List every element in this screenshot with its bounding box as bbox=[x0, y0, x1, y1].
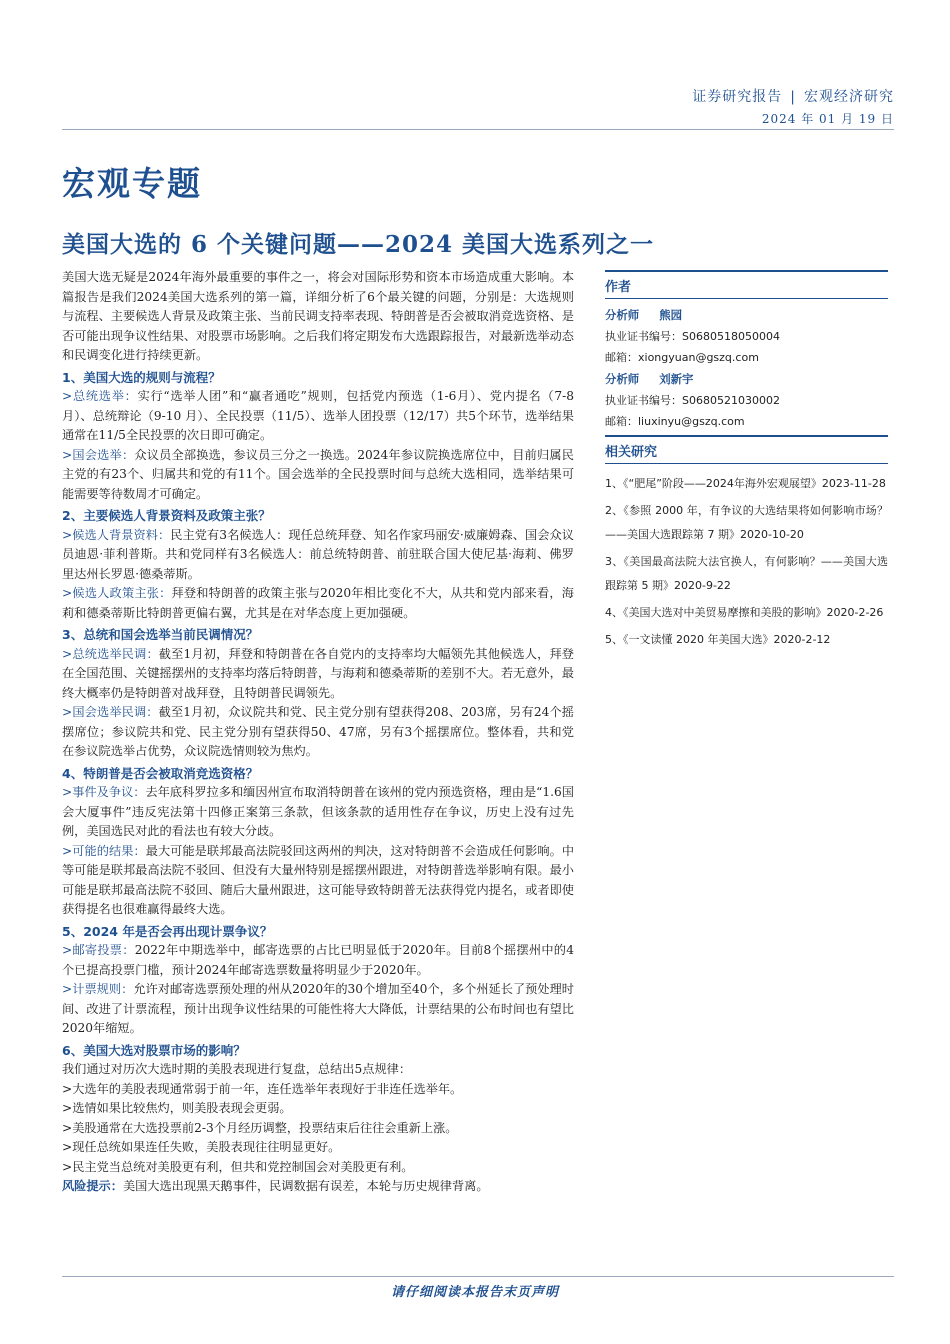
section-5-paragraph-2 bbox=[62, 980, 574, 1039]
email-label: 邮箱： bbox=[605, 351, 638, 364]
email-label: 邮箱： bbox=[605, 415, 638, 428]
list-item: >美股通常在大选投票前2-3个月经历调整，投票结束后往往会重新上涨。 bbox=[62, 1120, 458, 1135]
page-title: 美国大选的 6 个关键问题——2024 美国大选系列之一 bbox=[62, 231, 655, 258]
section-6-title: 6、美国大选对股票市场的影响？ bbox=[62, 1042, 246, 1058]
section-1-title: 1、美国大选的规则与流程？ bbox=[62, 369, 221, 385]
section-2-text-2: 拜登和特朗普的政策主张与2020年相比变化不大，从共和党内部来看，海莉和德桑蒂斯比特朗普更偏右翼，尤其是在对华态度上更加强硬。 bbox=[62, 586, 574, 620]
section-4-lead-1: >事件及争议： bbox=[62, 785, 146, 799]
analyst-email: liuxinyu@gszq.com bbox=[638, 415, 745, 428]
related-research-item: 2、《参照 2000 年，有争议的大选结果将如何影响市场？——美国大选跟踪第 7 期》2020-10-20 bbox=[605, 504, 888, 541]
header-separator: | bbox=[790, 89, 796, 105]
analyst-name: 熊园 bbox=[659, 308, 682, 322]
section-1-lead-2: >国会选举： bbox=[62, 447, 135, 462]
main-summary bbox=[62, 268, 574, 1197]
section-4-paragraph-1 bbox=[62, 783, 574, 842]
related-research-item: 1、《“肥尾”阶段——2024年海外宏观展望》2023-11-28 bbox=[605, 477, 886, 490]
analyst-name: 刘新宇 bbox=[659, 372, 694, 386]
report-category: 宏观经济研究 bbox=[804, 89, 894, 105]
section-1-text-1: 实行“选举人团”和“赢者通吃”规则，包括党内预选（1-6月）、党内提名（7-8 月）、总统辩论（9-10 月）、全民投票（11/5）、选举人团投票（12/17）共5个环节，选举结果通常在11/5全民投票的次日即可确定。 bbox=[62, 389, 575, 442]
section-4-paragraph-2 bbox=[62, 842, 574, 920]
section-5-title: 5、2024 年是否会再出现计票争议？ bbox=[62, 923, 273, 939]
section-5-paragraph-1 bbox=[62, 941, 574, 980]
section-3-lead-1: >总统选举民调： bbox=[62, 646, 159, 661]
section-5-text-1: 2022年中期选举中，邮寄选票的占比已明显低于2020年。目前8个摇摆州中的4个已提高投票门槛，预计2024年邮寄选票数量将明显少于2020年。 bbox=[62, 943, 574, 977]
section-4-text-2: 最大可能是联邦最高法院驳回这两州的判决，这对特朗普不会造成任何影响。中等可能是联邦最高法院不驳回、但没有大量州特别是摇摆州跟进，对特朗普选举影响有限。最小可能是联邦最高法院不驳回、随后大量州跟进，这可能导致特朗普无法获得党内提名，或者即使获得提名也很难赢得最终大选。 bbox=[62, 843, 575, 916]
report-date: 2024 年 01 月 19 日 bbox=[761, 112, 894, 126]
analyst-role: 分析师 bbox=[605, 372, 640, 386]
cert-number: S0680518050004 bbox=[682, 330, 780, 343]
section-6-intro: 我们通过对历次大选时期的美股表现进行复盘，总结出5点规律： bbox=[62, 1062, 412, 1076]
analyst-block bbox=[605, 307, 888, 365]
related-research-item: 5、《一文读懂 2020 年美国大选》2020-2-12 bbox=[605, 633, 831, 646]
risk-warning bbox=[62, 1177, 574, 1197]
cert-label: 执业证书编号： bbox=[605, 394, 682, 407]
section-2-text-1: 民主党有3名候选人：现任总统拜登、知名作家玛丽安·威廉姆森、国会众议员迪恩·菲利普斯。共和党同样有3名候选人：前总统特朗普、前驻联合国大使尼基·海莉、佛罗里达州长罗恩·德桑蒂斯。 bbox=[62, 527, 574, 581]
section-3-text-2: 截至1月初，众议院共和党、民主党分别有望获得208、203席，另有24个摇摆席位；参议院共和党、民主党分别有望获得50、47席，另有3个摇摆席位。整体看，共和党在参议院选举占优势，众议院选情则较为焦灼。 bbox=[62, 705, 574, 758]
section-4-title: 4、特朗普是否会被取消竞选资格？ bbox=[62, 765, 259, 781]
cert-label: 执业证书编号： bbox=[605, 330, 682, 343]
related-research-heading: 相关研究 bbox=[605, 435, 888, 464]
list-item: >现任总统如果连任失败，美股表现往往明显更好。 bbox=[62, 1140, 341, 1154]
footer-divider bbox=[62, 1276, 894, 1277]
risk-text: 美国大选出现黑天鹅事件，民调数据有误差，本轮与历史规律背离。 bbox=[122, 1179, 489, 1193]
section-1-paragraph-2 bbox=[62, 446, 574, 505]
risk-label: 风险提示： bbox=[62, 1179, 123, 1193]
footer-disclaimer: 请仔细阅读本报告末页声明 bbox=[390, 1285, 559, 1300]
section-3-paragraph-2 bbox=[62, 703, 574, 762]
section-2-lead-2: >候选人政策主张： bbox=[62, 586, 172, 600]
section-3-text-1: 截至1月初，拜登和特朗普在各自党内的支持率均大幅领先其他候选人，拜登在全国范围、关键摇摆州的支持率均落后特朗普，与海莉和德桑蒂斯的差别不大。若无意外，最终大概率仍是特朗普对战拜登，且特朗普民调领先。 bbox=[62, 646, 574, 700]
document-type: 宏观专题 bbox=[62, 164, 202, 203]
analyst-email: xiongyuan@gszq.com bbox=[638, 351, 759, 364]
list-item: >选情如果比较焦灼，则美股表现会更弱。 bbox=[62, 1101, 292, 1115]
section-5-lead-1: >邮寄投票： bbox=[62, 943, 135, 957]
section-4-text-1: 去年底科罗拉多和缅因州宣布取消特朗普在该州的党内预选资格，理由是“1.6国会大厦事件”违反宪法第十四修正案第三条款，但该条款的适用性存在争议，历史上没有过先例，美国选民对此的看法也有较大分歧。 bbox=[62, 785, 574, 838]
section-3-paragraph-1 bbox=[62, 645, 574, 704]
intro-paragraph: 美国大选无疑是2024年海外最重要的事件之一，将会对国际形势和资本市场造成重大影响。本篇报告是我们2024美国大选系列的第一篇，详细分析了6个最关键的问题，分别是：大选规则与流程、主要候选人背景及政策主张、当前民调支持率表现、特朗普是否会被取消竞选资格、是否可能出现争议性结果、对股票市场影响。之后我们将定期发布大选跟踪报告，对最新选举动态和民调变化进行持续更新。 bbox=[62, 270, 574, 362]
cert-number: S0680521030002 bbox=[682, 394, 780, 407]
section-5-text-2: 允许对邮寄选票预处理的州从2020年的30个增加至40个，多个州延长了预处理时间、改进了计票流程，预计出现争议性结果的可能性将大大降低，计票结果的公布时间也有望比2020年缩短。 bbox=[62, 982, 574, 1035]
section-4-lead-2: >可能的结果： bbox=[62, 843, 146, 858]
authors-heading: 作者 bbox=[605, 270, 888, 299]
header-top-line bbox=[692, 86, 894, 106]
section-1-lead-1: >总统选举： bbox=[62, 389, 138, 403]
section-2-lead-1: >候选人背景资料： bbox=[62, 527, 171, 542]
header-divider bbox=[62, 129, 894, 130]
related-research-item: 3、《美国最高法院大法官换人，有何影响？——美国大选跟踪第 5 期》2020-9-22 bbox=[605, 555, 888, 592]
analyst-block bbox=[605, 371, 888, 429]
sidebar bbox=[605, 270, 888, 655]
section-2-title: 2、主要候选人背景资料及政策主张？ bbox=[62, 508, 271, 523]
section-1-paragraph-1 bbox=[62, 387, 574, 446]
section-3-title: 3、总统和国会选举当前民调情况？ bbox=[62, 627, 259, 642]
report-type: 证券研究报告 bbox=[692, 89, 783, 105]
section-5-lead-2: >计票规则： bbox=[62, 982, 134, 996]
analyst-role: 分析师 bbox=[605, 308, 640, 322]
list-item: >民主党当总统对美股更有利，但共和党控制国会对美股更有利。 bbox=[62, 1159, 414, 1174]
section-2-paragraph-2 bbox=[62, 584, 574, 623]
section-3-lead-2: >国会选举民调： bbox=[62, 705, 159, 719]
related-research-item: 4、《美国大选对中美贸易摩擦和美股的影响》2020-2-26 bbox=[605, 606, 884, 619]
section-1-text-2: 众议员全部换选，参议员三分之一换选。2024年参议院换选席位中，目前归属民主党的有23个、归属共和党的有11个。国会选举的全民投票时间与总统大选相同，选举结果可能需要等待数周才可确定。 bbox=[62, 447, 574, 501]
list-item: >大选年的美股表现通常弱于前一年，连任选举年表现好于非连任选举年。 bbox=[62, 1081, 463, 1096]
section-2-paragraph-1 bbox=[62, 526, 574, 585]
